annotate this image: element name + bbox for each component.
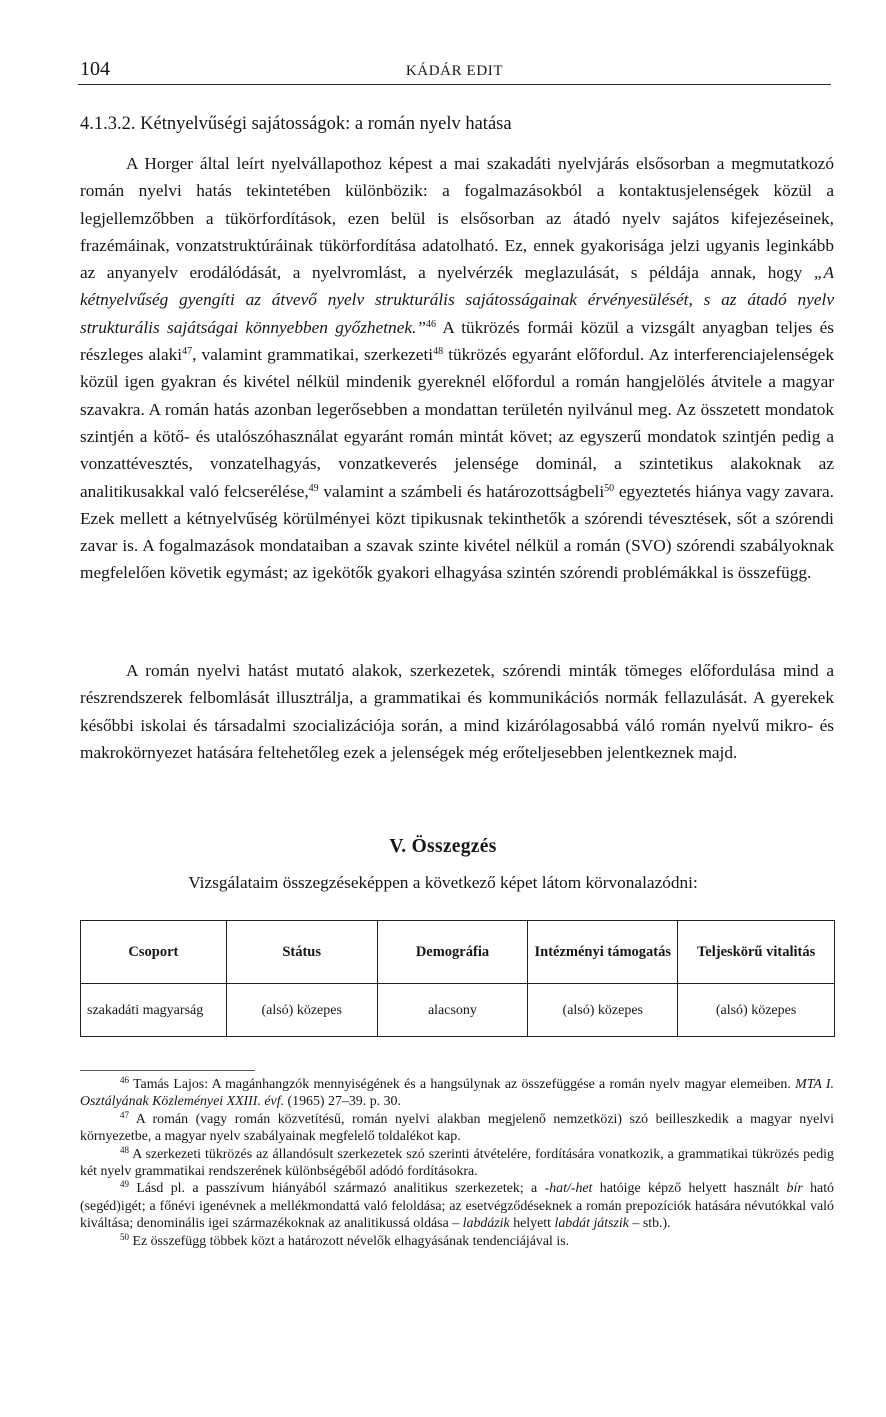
footnote-example: labdázik — [462, 1216, 510, 1232]
summary-intro: Vizsgálataim összegzéseképpen a következő képet látom körvonalazódni: — [188, 873, 698, 892]
header-status: Státus — [226, 921, 377, 984]
footnote-text: Lásd pl. a passzívum hiányából származó analitikus szerkezetek; a — [129, 1181, 545, 1197]
footnote-text: Ez összefügg többek közt a határozott névelők elhagyásának tendenciájával is. — [129, 1233, 570, 1249]
footnote-number: 46 — [120, 1075, 129, 1085]
footnotes — [80, 1076, 834, 1250]
footnote-text: A szerkezeti tükrözés az állandósult szerkezetek szó szerinti átvételére, fordítására vonatkozik, a grammatikai tükrözés pedig két nyelv grammatikai rendszerének különbségéből adódó fordításokra. — [80, 1146, 834, 1180]
footnote-ref-49[interactable]: 49 — [308, 482, 319, 494]
footnote-text: Tamás Lajos: A magánhangzók mennyiségének és a hangsúlynak az összefüggése a román nyelv magyar elemeiben. — [129, 1077, 796, 1092]
footnote-49 — [80, 1180, 834, 1232]
footnote-text: (1965) 27–39. p. 30. — [284, 1094, 401, 1110]
footnote-ref-50[interactable]: 50 — [604, 482, 615, 494]
footnote-47 — [80, 1111, 834, 1146]
footnote-text: hatóige képző helyett használt — [592, 1181, 787, 1197]
footnote-text: – stb.). — [628, 1216, 671, 1232]
paragraph1-text-d: tükrözés egyaránt előfordul. Az interferenciajelenségek közül igen gyakran és kivétel nélkül mindenik gyereknél előfordul a román hangjelölés átvitele a magyar szavakra. A román hatás azonban legerősebben a mondattan területén nyilvánul meg. Az összetett mondatok szintjén a kötő- és utalószóhasználat egyaránt román mintát követ; az egyszerű mondatok szintjén pedig a vonzattévesztés, vonzatelhagyás, vonzatkeverés jelensége dominál, a szintetikus alakoknak az analitikusakkal való felcserélése, — [80, 345, 834, 501]
cell-vitality: (alsó) közepes — [678, 984, 835, 1037]
section-heading: 4.1.3.2. Kétnyelvűségi sajátosságok: a román nyelv hatása — [80, 114, 512, 134]
footnote-example: bír — [786, 1181, 803, 1197]
table-row — [81, 984, 835, 1037]
footnote-number: 48 — [120, 1144, 129, 1155]
quotation: „A kétnyelvűség gyengíti az átvevő nyelv strukturális sajátosságainak érvényesülését, s az átadó nyelv strukturális sajátságai könnyebben győzhetnek.” — [80, 263, 834, 337]
footnote-number: 47 — [120, 1109, 129, 1120]
table-header-row — [81, 921, 835, 984]
footnote-number: 49 — [120, 1179, 129, 1190]
paragraph1-text-b: A tükrözés formái közül a vizsgált anyagban teljes és részleges alaki — [80, 317, 834, 365]
cell-status: (alsó) közepes — [226, 984, 377, 1037]
running-header-author: KÁDÁR EDIT — [405, 63, 504, 79]
footnote-text: A román (vagy román közvetítésű, román nyelvi alakban megjelenő nemzetközi) szó beilleszkedik a magyar nyelvi környezetbe, a magyar nyelv szabályainak megfelelő toldalékot kap. — [80, 1111, 834, 1145]
footnote-source-title: MTA I. Osztályának Közleményei XXIII. évf. — [80, 1077, 834, 1110]
header-institutional-support: Intézményi támogatás — [528, 921, 678, 984]
cell-institutional-support: (alsó) közepes — [528, 984, 678, 1037]
running-header — [78, 58, 831, 85]
cell-group: szakadáti magyarság — [81, 984, 227, 1037]
footnote-ref-48[interactable]: 48 — [433, 346, 444, 358]
paragraph1-text-f: egyeztetés hiánya vagy zavara. Ezek mellett a kétnyelvűség körülményei közt tipikusnak tekinthetők a szórendi tévesztések, sőt a szórendi zavar is. A fogalmazások mondataiban a szavak szinte kivétel nélkül a román (SVO) szórendi szabályoknak megfelelően követik egymást; az igekötők gyakori elhagyása szintén szórendi problémákkal is összefügg. — [80, 481, 834, 583]
chapter-title: V. Összegzés — [389, 836, 497, 857]
footnote-example: -hat/-het — [544, 1181, 593, 1197]
paragraph-contact-phenomena — [80, 150, 834, 587]
footnote-number: 50 — [120, 1231, 129, 1242]
footnote-46 — [80, 1076, 834, 1111]
footnote-example: labdát játszik — [554, 1216, 629, 1232]
paragraph1-text-a: A Horger által leírt nyelvállapothoz képest a mai szakadáti nyelvjárás elsősorban a megmutatkozó román nyelvi hatás tekintetében különbözik: a fogalmazásokból a kontaktusjelenségek közül a legjellemzőbben a tükörfordítások, ezen belül is elsősorban az átadó nyelv sajátos kifejezéseinek, frazémáinak, vonzatstruktúráinak tükörfordítása adatolható. Ez, ennek gyakorisága jelzi ugyanis leginkább az anyanyelv erodálódását, a nyelvromlást, a nyelvérzék meglazulását, s példája annak, hogy — [80, 154, 834, 283]
paragraph1-text-c: , valamint grammatikai, szerkezeti — [192, 345, 434, 365]
footnote-text: ható (segéd)igét; a főnévi igenévnek a mellékmondattá való feloldása; az esetvégződéseknek a román prepozíciók hatására névutókkal való kiváltása; denominális igei származékoknak az analitikussá oldása – — [80, 1181, 834, 1232]
footnote-text: helyett — [509, 1216, 555, 1232]
cell-demography: alacsony — [377, 984, 528, 1037]
footnote-separator — [80, 1070, 255, 1071]
footnote-ref-47[interactable]: 47 — [182, 346, 193, 358]
footnote-48 — [80, 1146, 834, 1181]
page-number: 104 — [80, 58, 110, 80]
footnote-50 — [80, 1233, 834, 1250]
header-vitality: Teljeskörű vitalitás — [678, 921, 835, 984]
paragraph1-text-e: valamint a számbeli és határozottságbeli — [318, 481, 605, 501]
summary-table — [80, 920, 835, 1037]
header-group: Csoport — [81, 921, 227, 984]
footnote-ref-46[interactable]: 46 — [425, 318, 436, 330]
paragraph-conclusion: A román nyelvi hatást mutató alakok, szerkezetek, szórendi minták tömeges előfordulása mind a részrendszerek felbomlását illusztrálja, a grammatikai és kommunikációs normák fellazulását. A gyerekek későbbi iskolai és társadalmi szocializációja során, a mind kizárólagosabbá váló román nyelvű mikro- és makrokörnyezet hatására feltehetőleg ezek a jelenségek még erőteljesebben jelentkeznek majd. — [80, 661, 834, 762]
header-demography: Demográfia — [377, 921, 528, 984]
